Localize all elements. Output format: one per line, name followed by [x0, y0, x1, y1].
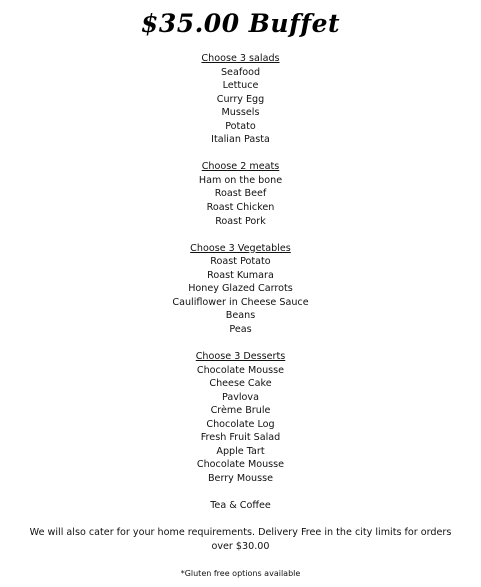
menu-item: Italian Pasta	[211, 134, 270, 146]
menu-item: Honey Glazed Carrots	[188, 283, 293, 295]
vegetables-section	[0, 242, 481, 337]
menu-item: Pavlova	[221, 391, 259, 403]
section-heading: Choose 2 meats	[201, 161, 280, 173]
section-heading: Choose 3 Desserts	[195, 351, 286, 363]
menu-item: Lettuce	[222, 80, 259, 92]
menu-title: $35.00 Buffet	[140, 9, 341, 38]
meats-section	[0, 160, 481, 228]
section-heading: Choose 3 salads	[201, 53, 280, 64]
menu-item: Crème Brule	[210, 405, 271, 417]
menu-item: Chocolate Mousse	[196, 459, 285, 471]
menu-item: Seafood	[220, 66, 261, 78]
menu-item: Cheese Cake	[209, 378, 272, 390]
salads-section	[0, 52, 481, 147]
menu-item: Apple Tart	[216, 445, 265, 457]
menu-item: Roast Chicken	[206, 202, 275, 214]
tea-coffee-line: Tea & Coffee	[210, 500, 271, 512]
menu-item: Cauliflower in Cheese Sauce	[172, 296, 309, 308]
menu-item: Roast Kumara	[207, 269, 274, 281]
catering-note: We will also cater for your home requirements. Delivery Free in the city limits for orders over $30.00	[29, 527, 452, 552]
menu-item: Ham on the bone	[198, 174, 283, 186]
menu-item: Curry Egg	[216, 93, 265, 105]
menu-item: Chocolate Mousse	[196, 364, 285, 376]
menu-item: Mussels	[221, 107, 260, 119]
menu-item: Chocolate Log	[206, 418, 275, 430]
menu-item: Potato	[225, 120, 256, 132]
menu-item: Beans	[225, 310, 256, 322]
menu-item: Peas	[229, 323, 252, 335]
gluten-free-note: *Gluten free options available	[180, 568, 301, 578]
menu-item: Fresh Fruit Salad	[200, 432, 281, 444]
menu-item: Roast Pork	[215, 215, 266, 227]
menu-item: Roast Beef	[214, 188, 267, 200]
section-heading: Choose 3 Vegetables	[190, 242, 291, 254]
menu-body	[0, 52, 481, 580]
menu-item: Berry Mousse	[207, 472, 274, 484]
menu-item: Roast Potato	[210, 256, 271, 268]
desserts-section	[0, 350, 481, 485]
